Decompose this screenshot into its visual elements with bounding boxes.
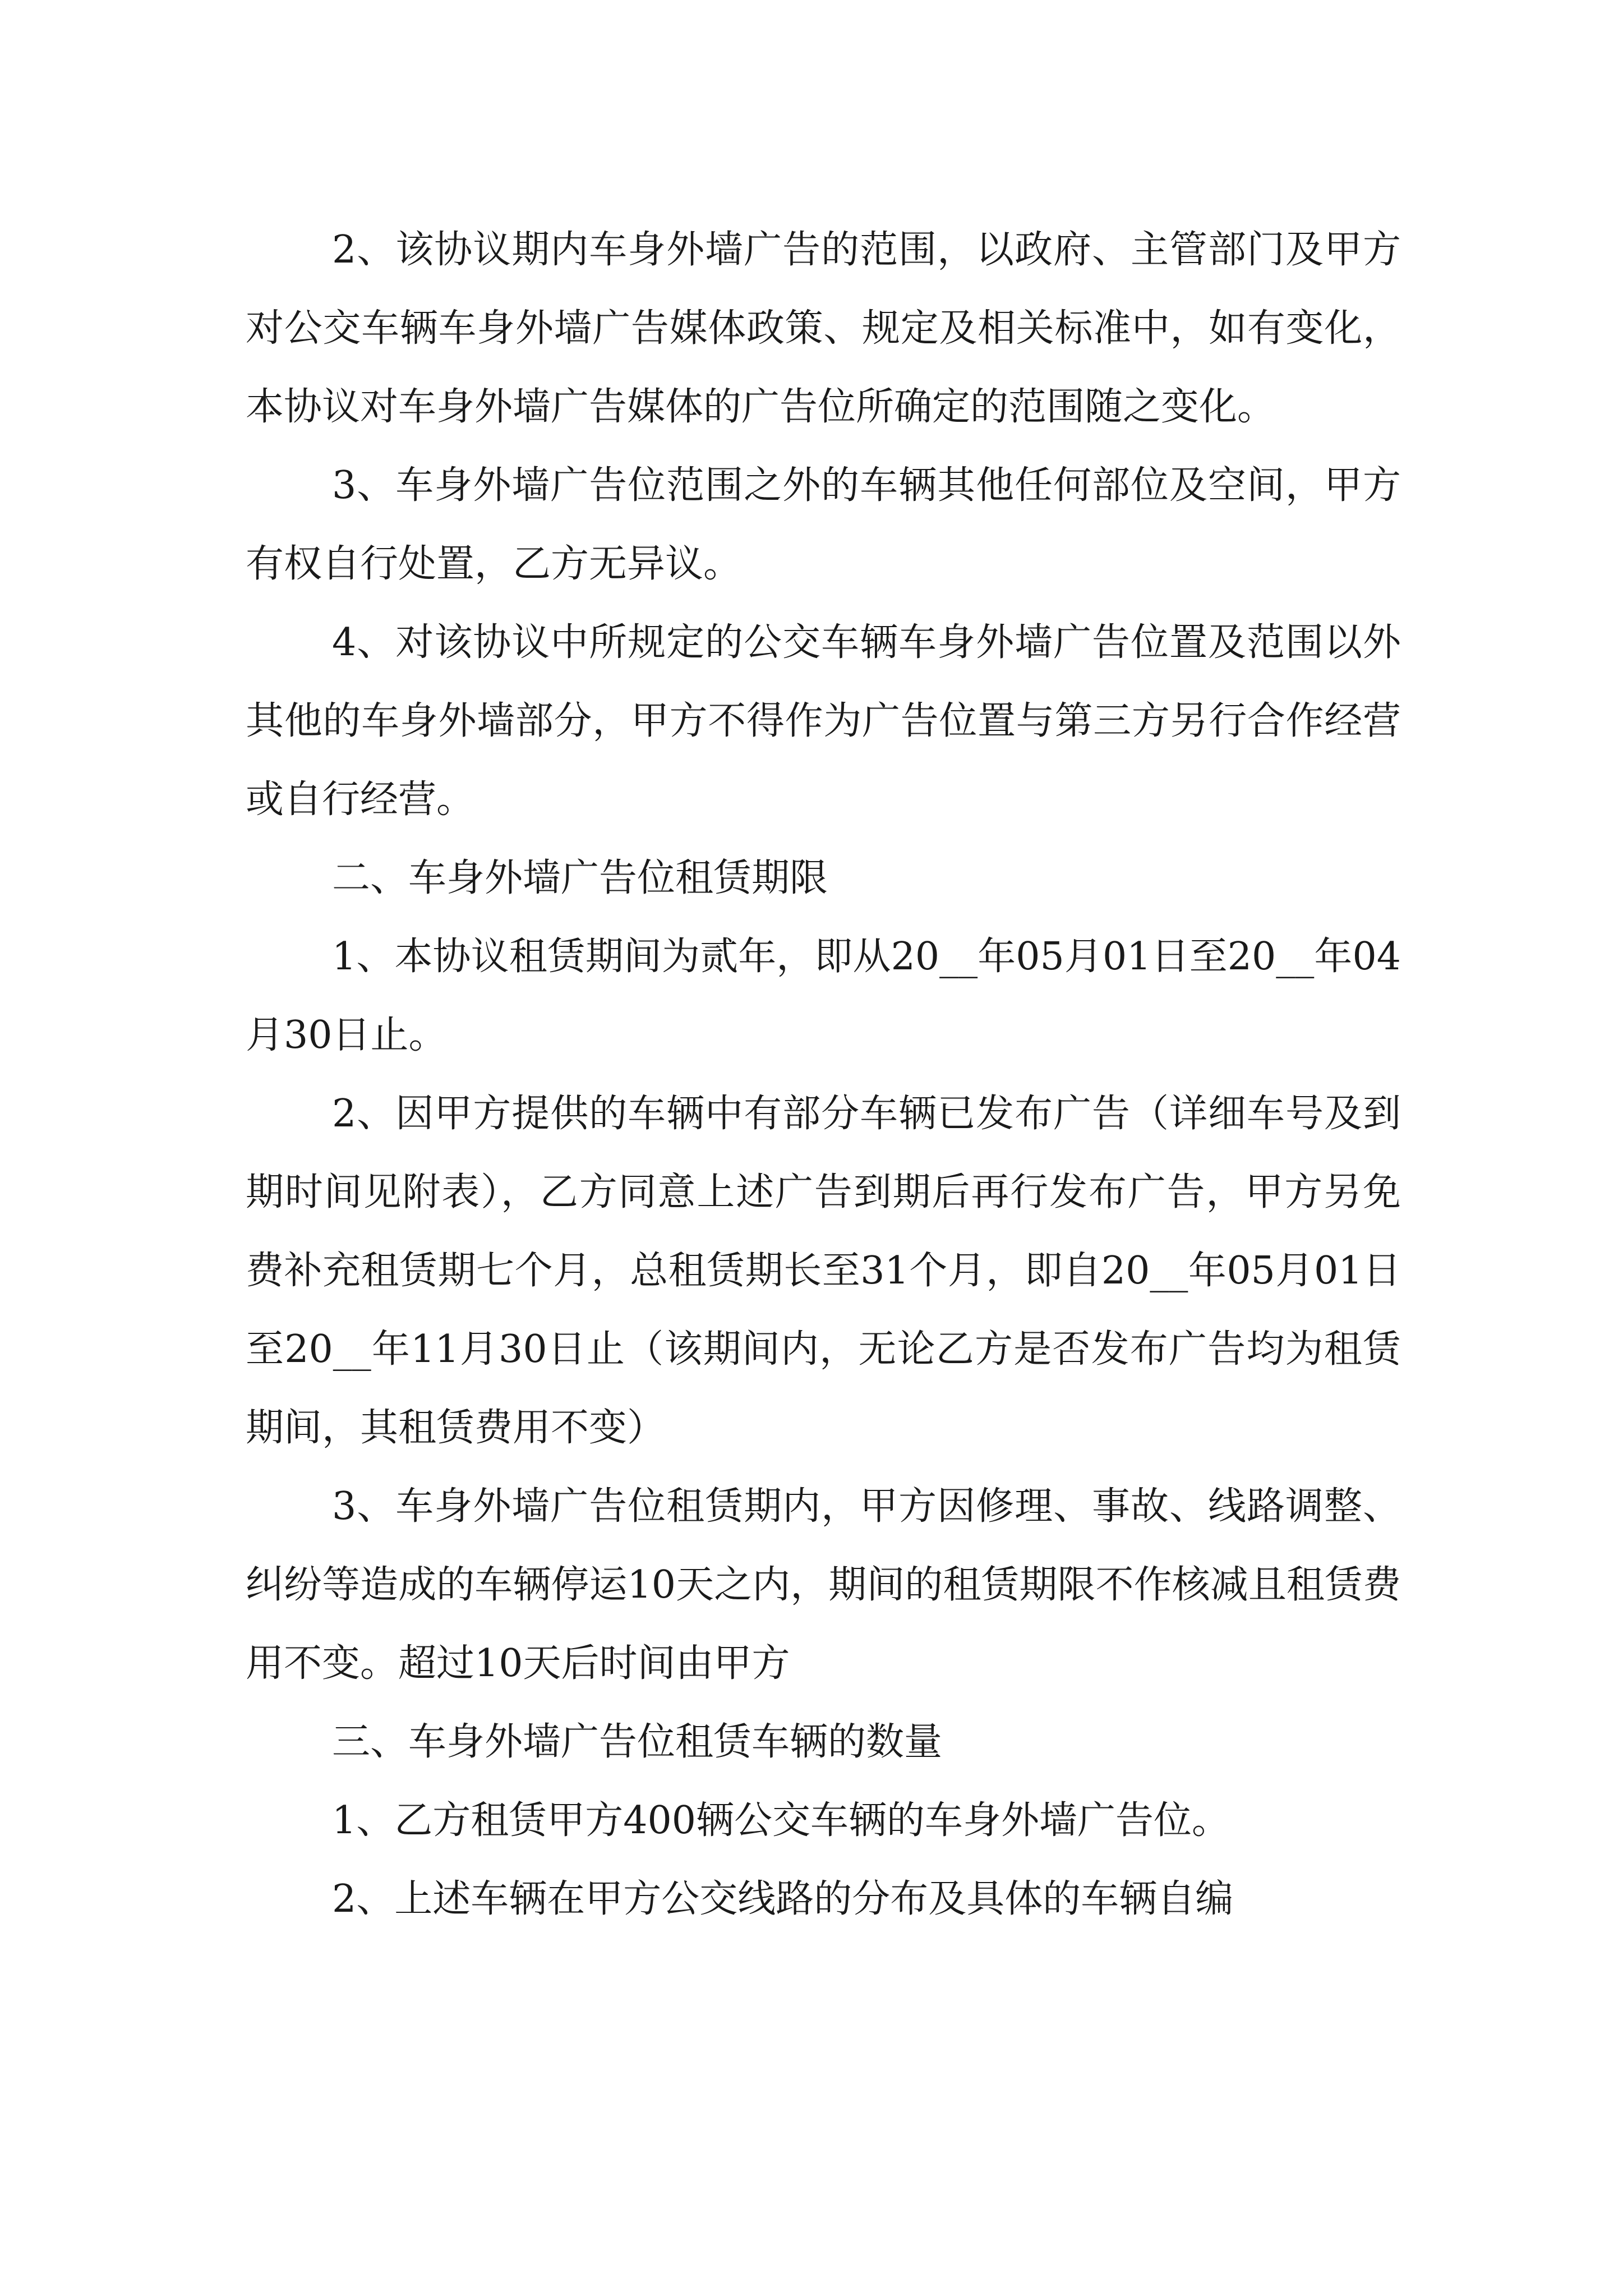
clause-paragraph: 2、上述车辆在甲方公交线路的分布及具体的车辆自编 bbox=[332, 1877, 1234, 1921]
clause-paragraph: 2、因甲方提供的车辆中有部分车辆已发布广告（详细车号及到期时间见附表），乙方同意上述广告到期后再行发布广告，甲方另免费补充租赁期七个月，总租赁期长至31个月，即自20__年05月01日至20__年11月30日止（该期间内，无论乙方是否发布广告均为租赁期间，其租赁费用不变） bbox=[246, 1092, 1401, 1450]
clause-paragraph: 3、车身外墙广告位范围之外的车辆其他任何部位及空间，甲方有权自行处置，乙方无异议。 bbox=[246, 463, 1401, 586]
document-body bbox=[246, 211, 1401, 1939]
section-heading: 二、车身外墙广告位租赁期限 bbox=[332, 856, 828, 900]
clause-paragraph: 2、该协议期内车身外墙广告的范围，以政府、主管部门及甲方对公交车辆车身外墙广告媒体政策、规定及相关标准中，如有变化，本协议对车身外墙广告媒体的广告位所确定的范围随之变化。 bbox=[246, 228, 1401, 429]
clause-paragraph: 1、本协议租赁期间为贰年，即从20__年05月01日至20__年04月30日止。 bbox=[246, 935, 1401, 1057]
section-heading: 三、车身外墙广告位租赁车辆的数量 bbox=[332, 1720, 943, 1764]
clause-paragraph: 1、乙方租赁甲方400辆公交车辆的车身外墙广告位。 bbox=[332, 1798, 1230, 1843]
clause-paragraph: 3、车身外墙广告位租赁期内，甲方因修理、事故、线路调整、纠纷等造成的车辆停运10天之内，期间的租赁期限不作核减且租赁费用不变。超过10天后时间由甲方 bbox=[246, 1484, 1401, 1686]
clause-paragraph: 4、对该协议中所规定的公交车辆车身外墙广告位置及范围以外其他的车身外墙部分，甲方不得作为广告位置与第三方另行合作经营或自行经营。 bbox=[246, 620, 1401, 822]
